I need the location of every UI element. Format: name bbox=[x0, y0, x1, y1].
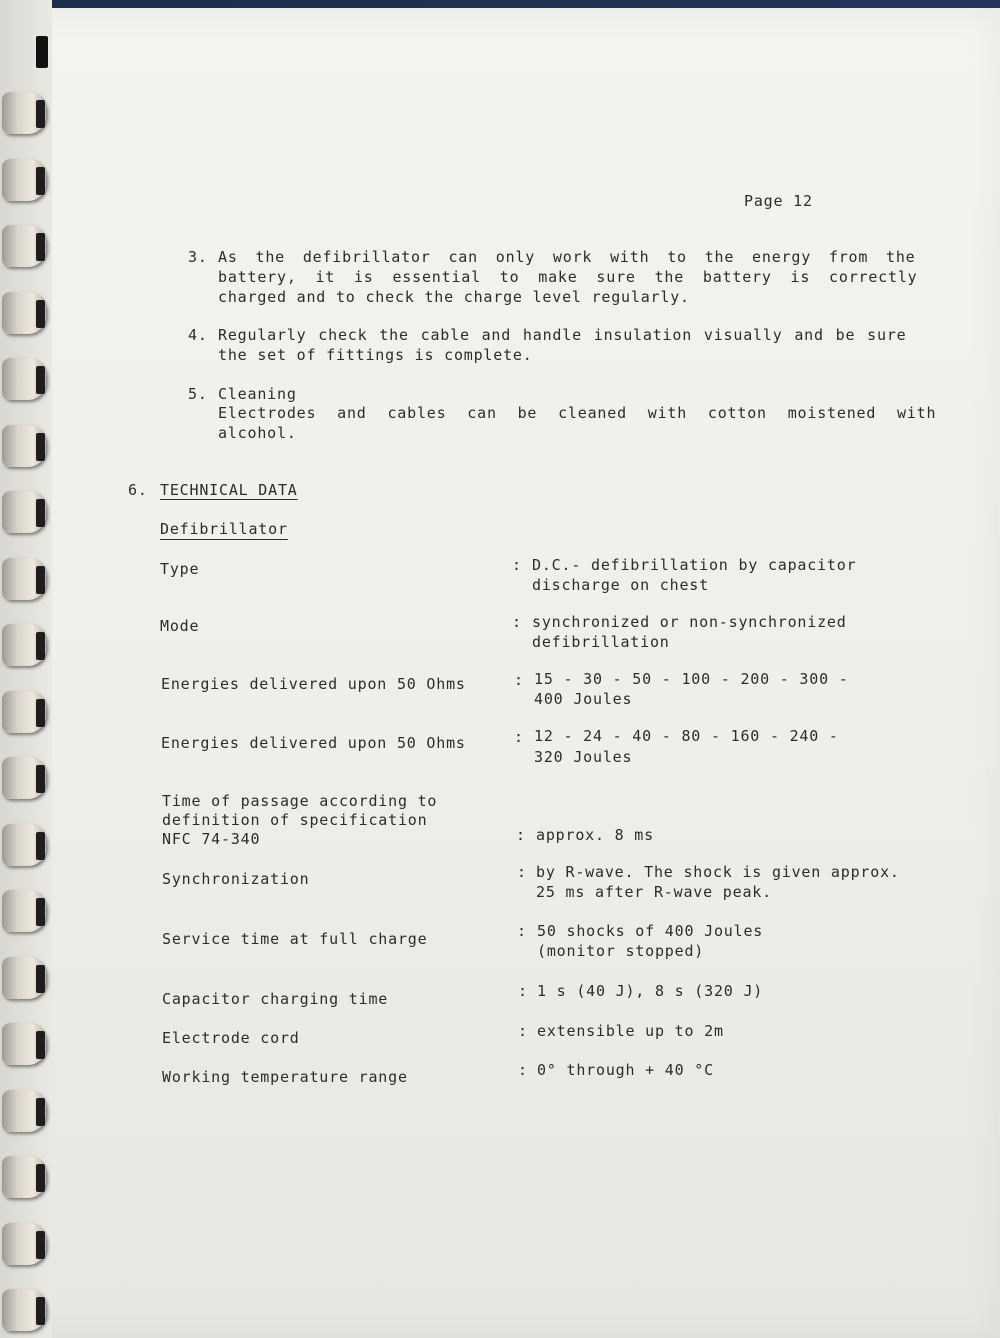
item-number: 4. bbox=[188, 326, 208, 344]
spec-colon: : bbox=[517, 922, 527, 940]
binding-slot bbox=[36, 36, 48, 68]
section-title bbox=[160, 481, 298, 500]
spec-label: Service time at full charge bbox=[162, 930, 428, 948]
spec-value: 400 Joules bbox=[534, 690, 633, 708]
spec-label: Synchronization bbox=[162, 870, 310, 888]
binding-hole bbox=[36, 499, 45, 527]
spec-label: definition of specification bbox=[162, 811, 428, 829]
item-line: charged and to check the charge level regularly. bbox=[218, 288, 690, 306]
spec-label: Energies delivered upon 50 Ohms bbox=[161, 675, 466, 693]
spec-value: (monitor stopped) bbox=[537, 942, 705, 960]
binding-hole bbox=[36, 832, 45, 860]
spec-value: 320 Joules bbox=[534, 748, 633, 766]
spec-label: Working temperature range bbox=[162, 1068, 408, 1086]
spec-value: 25 ms after R-wave peak. bbox=[536, 883, 772, 901]
item-line: Electrodes and cables can be cleaned with cotton moistened with bbox=[218, 404, 937, 422]
section-subtitle: Defibrillator bbox=[160, 520, 288, 538]
binding-hole bbox=[36, 632, 45, 660]
spec-colon: : bbox=[514, 671, 524, 689]
spec-colon: : bbox=[517, 863, 527, 881]
spec-label: Time of passage according to bbox=[162, 792, 438, 810]
spec-value: 0° through + 40 °C bbox=[537, 1061, 714, 1079]
spec-value: discharge on chest bbox=[532, 576, 709, 594]
binding-hole bbox=[36, 765, 45, 793]
spec-value: D.C.- defibrillation by capacitor bbox=[532, 556, 857, 574]
section-number: 6. bbox=[128, 481, 148, 499]
spec-label: Capacitor charging time bbox=[162, 990, 389, 1008]
binding-hole bbox=[36, 100, 45, 128]
spec-colon: : bbox=[512, 556, 522, 574]
spec-value: 50 shocks of 400 Joules bbox=[537, 922, 764, 940]
spec-colon: : bbox=[518, 1022, 528, 1040]
spec-colon: : bbox=[518, 982, 528, 1000]
page-number: Page 12 bbox=[744, 192, 813, 210]
spec-colon: : bbox=[518, 1061, 528, 1079]
binding-hole bbox=[36, 1098, 45, 1126]
binding-hole bbox=[36, 566, 45, 594]
spec-colon: : bbox=[512, 613, 522, 631]
spec-label: Mode bbox=[160, 617, 200, 635]
spec-label: NFC 74-340 bbox=[162, 830, 261, 848]
item-number: 5. bbox=[188, 385, 208, 403]
spec-value: 15 - 30 - 50 - 100 - 200 - 300 - bbox=[534, 670, 849, 688]
binding-hole bbox=[36, 1231, 45, 1259]
binding-hole bbox=[36, 699, 45, 727]
spec-colon: : bbox=[516, 826, 526, 844]
spec-value: synchronized or non-synchronized bbox=[532, 613, 847, 631]
binding-hole bbox=[36, 233, 45, 261]
spec-value: defibrillation bbox=[532, 633, 670, 651]
binding-hole bbox=[36, 300, 45, 328]
spec-value: by R-wave. The shock is given approx. bbox=[536, 863, 900, 881]
spec-label: Electrode cord bbox=[162, 1029, 300, 1047]
binding-hole bbox=[36, 167, 45, 195]
binding-hole bbox=[36, 965, 45, 993]
binding-hole bbox=[36, 433, 45, 461]
item-line: the set of fittings is complete. bbox=[218, 346, 533, 364]
binding-hole bbox=[36, 898, 45, 926]
binding-hole bbox=[36, 366, 45, 394]
spec-value: approx. 8 ms bbox=[536, 826, 654, 844]
item-line: Cleaning bbox=[218, 385, 297, 403]
item-line: alcohol. bbox=[218, 424, 297, 442]
binding-hole bbox=[36, 1031, 45, 1059]
item-line: Regularly check the cable and handle insulation visually and be sure bbox=[218, 326, 907, 344]
spec-value: extensible up to 2m bbox=[537, 1022, 724, 1040]
binding-hole bbox=[36, 1164, 45, 1192]
spec-label: Type bbox=[160, 560, 200, 578]
spec-colon: : bbox=[514, 728, 524, 746]
binding-hole bbox=[36, 1297, 45, 1325]
item-line: As the defibrillator can only work with to the energy from the bbox=[218, 248, 916, 266]
spec-value: 1 s (40 J), 8 s (320 J) bbox=[537, 982, 764, 1000]
spec-value: 12 - 24 - 40 - 80 - 160 - 240 - bbox=[534, 727, 839, 745]
binding-spine bbox=[0, 0, 52, 1338]
manual-page bbox=[0, 8, 1000, 1338]
item-number: 3. bbox=[188, 248, 208, 266]
section-title-text: TECHNICAL DATA bbox=[160, 481, 298, 499]
spec-label: Energies delivered upon 50 Ohms bbox=[161, 734, 466, 752]
item-line: battery, it is essential to make sure the battery is correctly bbox=[218, 268, 918, 286]
